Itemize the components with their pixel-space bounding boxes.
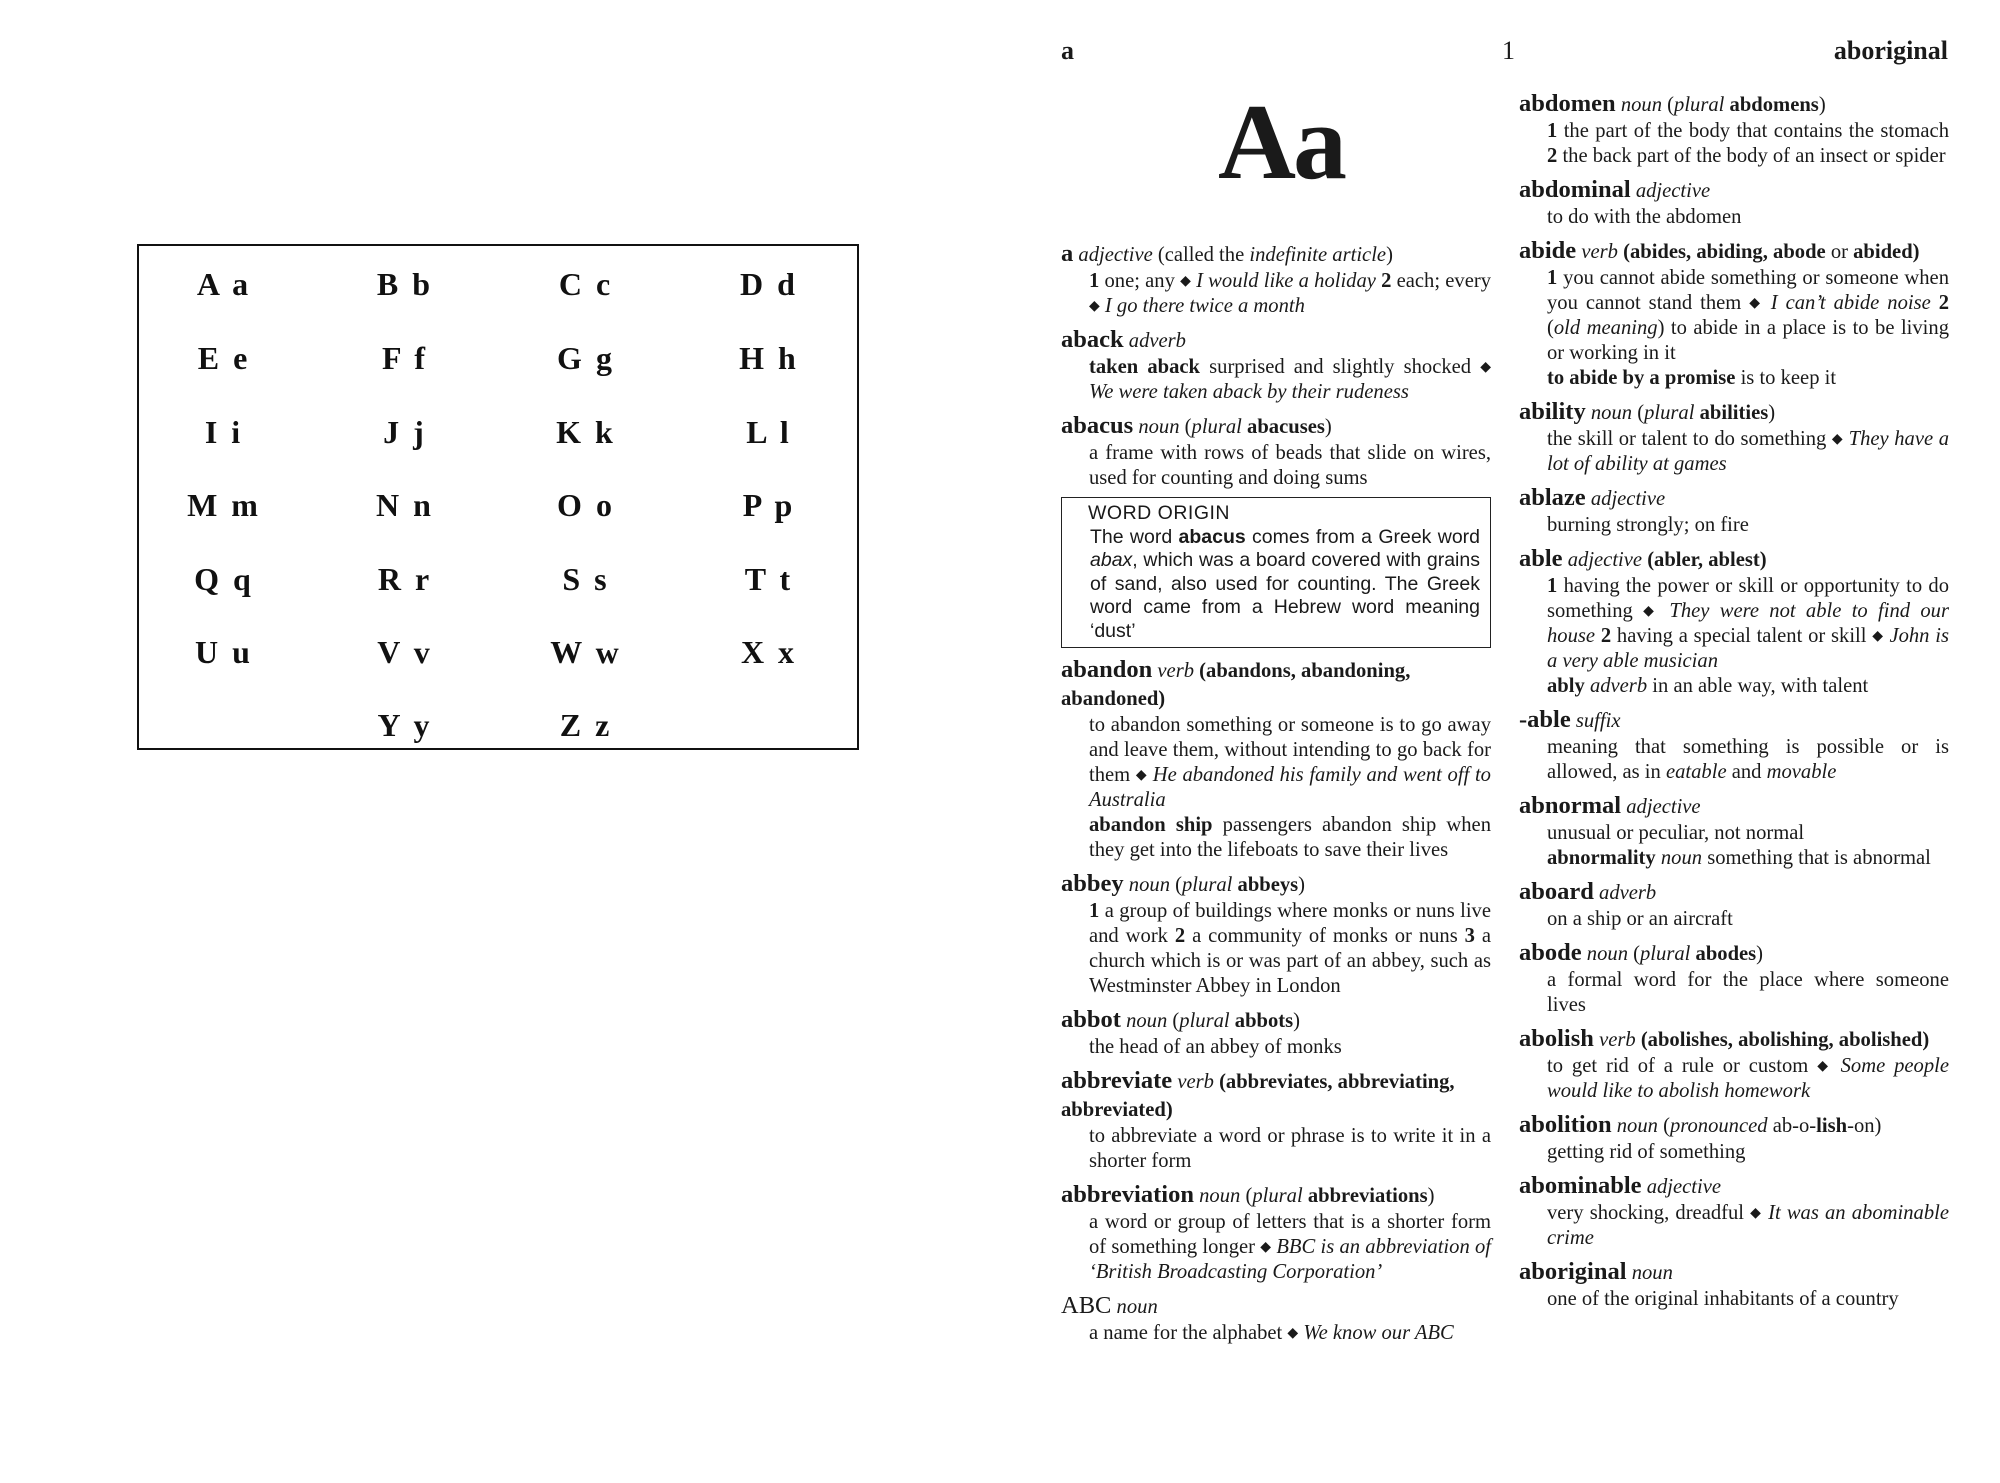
bullet-icon: ◆	[1089, 299, 1100, 314]
definition: the skill or talent to do something ◆ They have a lot of ability at games	[1547, 428, 1949, 475]
alphabet-letter-w: W w	[550, 634, 622, 670]
alphabet-letter-f: F f	[381, 340, 428, 376]
bullet-icon: ◆	[1287, 1326, 1299, 1341]
part-of-speech: suffix	[1575, 710, 1621, 732]
entry-abominable	[1519, 1172, 1949, 1251]
part-of-speech: noun	[1616, 1115, 1658, 1137]
alphabet-letter-e: E e	[197, 340, 251, 376]
headword: -able	[1519, 706, 1571, 733]
entry-a: a adjective (called the indefinite article) 1 one; any ◆ I would like a holiday 2 each; every ◆ I go there twice a month	[1061, 240, 1491, 317]
part-of-speech: noun	[1590, 402, 1633, 424]
definition: getting rid of something	[1547, 1141, 1746, 1163]
bullet-icon: ◆	[1749, 296, 1763, 311]
entry-ablaze	[1519, 484, 1949, 538]
section-letter: Aa	[1218, 83, 1344, 202]
definition: 1 one; any ◆ I would like a holiday 2 each; every ◆ I go there twice a month	[1089, 270, 1491, 317]
alphabet-letter-u: U u	[195, 634, 253, 670]
alphabet-letter-m: M m	[187, 487, 261, 523]
part-of-speech: noun	[1586, 943, 1628, 965]
entry-abolish: abolish verb (abolishes, abolishing, abolished) to get rid of a rule or custom ◆ Some people would like to abolish homework	[1519, 1025, 1949, 1102]
headword: abacus	[1061, 412, 1134, 439]
headword: abandon	[1061, 656, 1153, 683]
entry-abc	[1061, 1292, 1491, 1346]
part-of-speech: verb	[1599, 1029, 1636, 1051]
bullet-icon: ◆	[1180, 274, 1191, 289]
definition: to get rid of a rule or custom ◆ Some people would like to abolish homework	[1547, 1055, 1949, 1102]
headword: a	[1061, 240, 1074, 267]
alphabet-letter-p: P p	[742, 487, 796, 523]
dictionary-column-2	[1519, 90, 1949, 1319]
alphabet-letter-c: C c	[558, 266, 614, 302]
headword: abide	[1519, 237, 1577, 264]
alphabet-letter-g: G g	[557, 340, 615, 376]
alphabet-letter-t: T t	[744, 561, 794, 597]
headword: ablaze	[1519, 484, 1586, 511]
definition: very shocking, dreadful ◆ It was an abominable crime	[1547, 1202, 1949, 1249]
alphabet-letter-r: R r	[377, 561, 433, 597]
headword: abbot	[1061, 1006, 1121, 1033]
headword: abbey	[1061, 870, 1124, 897]
definition: to do with the abdomen	[1547, 206, 1742, 228]
headword: abdominal	[1519, 176, 1631, 203]
entry-ability: ability noun (plural abilities) the skill or talent to do something ◆ They have a lot of ability at games	[1519, 398, 1949, 475]
part-of-speech: adverb	[1128, 330, 1186, 352]
page-number: 1	[1502, 36, 1515, 65]
word-origin-text: The word abacus comes from a Greek word abax, which was a board covered with grains of sand, also used for counting. The Greek word came from a Hebrew word meaning ‘dust’	[1090, 525, 1481, 642]
alphabet-letter-s: S s	[562, 561, 610, 597]
part-of-speech: adjective	[1590, 488, 1666, 510]
word-origin-box	[1061, 497, 1491, 648]
part-of-speech: noun	[1620, 94, 1663, 116]
alphabet-letter-o: O o	[557, 487, 615, 523]
bullet-icon: ◆	[1817, 1059, 1832, 1074]
entry-abdominal	[1519, 176, 1949, 230]
alphabet-letter-v: V v	[377, 634, 433, 670]
part-of-speech: noun	[1138, 416, 1180, 438]
entry-abacus: abacus noun (plural abacuses) a frame with rows of beads that slide on wires, used for counting and doing sums WORD ORIGIN The word abacus comes from a Greek word abax, which was a board covered with grains of sand, also used for counting. The Greek word came from a Hebrew word meaning ‘dust’	[1061, 412, 1491, 648]
definition: 1 having the power or skill or opportunity to do something ◆ They were not able to find our house 2 having a special talent or skill ◆ John is a very able musician ably adverb in an able way, with talent	[1547, 575, 1949, 697]
part-of-speech: noun	[1199, 1185, 1241, 1207]
bullet-icon: ◆	[1643, 604, 1660, 619]
alphabet-letter-q: Q q	[194, 561, 254, 597]
definition: to abandon something or someone is to go away and leave them, without intending to go back for them ◆ He abandoned his family and went off to Australia abandon ship passengers abandon ship when they get into the lifeboats to save their lives	[1089, 714, 1491, 861]
definition: one of the original inhabitants of a country	[1547, 1288, 1899, 1310]
part-of-speech: adjective	[1078, 244, 1153, 266]
alphabet-table	[137, 244, 859, 750]
alphabet-letter-k: K k	[556, 414, 616, 450]
headword: able	[1519, 545, 1563, 572]
entry-abbot: abbot noun (plural abbots) the head of an abbey of monks	[1061, 1006, 1491, 1060]
part-of-speech: noun	[1128, 874, 1170, 896]
definition: to abbreviate a word or phrase is to write it in a shorter form	[1089, 1125, 1491, 1172]
alphabet-letter-l: L l	[746, 414, 792, 450]
definition: meaning that something is possible or is allowed, as in eatable and movable	[1547, 736, 1949, 783]
entry-abode: abode noun (plural abodes) a formal word for the place where someone lives	[1519, 939, 1949, 1016]
bullet-icon: ◆	[1260, 1240, 1272, 1255]
entry-abolition: abolition noun (pronounced ab-o-lish-on) getting rid of something	[1519, 1111, 1949, 1165]
headword: abode	[1519, 939, 1582, 966]
headword: aboriginal	[1519, 1258, 1627, 1285]
definition: taken aback surprised and slightly shocked ◆ We were taken aback by their rudeness	[1089, 356, 1492, 403]
bullet-icon: ◆	[1831, 432, 1844, 447]
word-origin-title: WORD ORIGIN	[1088, 502, 1230, 524]
alphabet-letter-d: D d	[740, 266, 798, 302]
definition: a word or group of letters that is a shorter form of something longer ◆ BBC is an abbreviation of ‘British Broadcasting Corporation’	[1089, 1211, 1491, 1283]
headword: abolition	[1519, 1111, 1612, 1138]
part-of-speech: verb	[1157, 660, 1195, 682]
entry-able-suffix	[1519, 706, 1949, 785]
headword: abdomen	[1519, 90, 1616, 117]
alphabet-letter-j: J j	[383, 414, 427, 450]
alphabet-letter-i: I i	[204, 414, 244, 450]
definition: a name for the alphabet ◆ We know our ABC	[1089, 1322, 1454, 1344]
part-of-speech: adjective	[1567, 549, 1643, 571]
headword: abominable	[1519, 1172, 1642, 1199]
part-of-speech: adverb	[1599, 882, 1657, 904]
entry-aback	[1061, 326, 1491, 405]
definition: 1 you cannot abide something or someone when you cannot stand them ◆ I can’t abide noise 2 (old meaning) to abide in a place is to be living or working in it to abide by a promise is to keep it	[1547, 267, 1950, 389]
part-of-speech: verb	[1581, 241, 1618, 263]
entry-aboard	[1519, 878, 1949, 932]
entry-abide: abide verb (abides, abiding, abode or abided) 1 you cannot abide something or someone when you cannot stand them ◆ I can’t abide noise 2 (old meaning) to abide in a place is to be living or working in it to abide by a promise is to keep it	[1519, 237, 1950, 389]
headword: abbreviate	[1061, 1067, 1173, 1094]
bullet-icon: ◆	[1750, 1206, 1762, 1221]
bullet-icon: ◆	[1872, 629, 1884, 644]
entry-abbreviate: abbreviate verb (abbreviates, abbreviating, abbreviated) to abbreviate a word or phrase is to write it in a shorter form	[1061, 1067, 1491, 1172]
alphabet-letter-z: Z z	[559, 707, 613, 743]
part-of-speech: noun	[1116, 1296, 1158, 1318]
definition: a formal word for the place where someone lives	[1547, 969, 1949, 1016]
entry-able: able adjective (abler, ablest) 1 having the power or skill or opportunity to do something ◆ They were not able to find our house 2 having a special talent or skill ◆ John is a very able musician ably adverb in an able way, with talent	[1519, 545, 1949, 697]
part-of-speech: adjective	[1626, 796, 1701, 818]
definition: burning strongly; on fire	[1547, 514, 1749, 536]
entry-abbey: abbey noun (plural abbeys) 1 a group of buildings where monks or nuns live and work 2 a community of monks or nuns 3 a church which is or was part of an abbey, such as Westminster Abbey in London	[1061, 870, 1491, 997]
headword: abnormal	[1519, 792, 1622, 819]
alphabet-letter-n: N n	[376, 487, 434, 523]
entry-abdomen: abdomen noun (plural abdomens) 1 the part of the body that contains the stomach 2 the back part of the body of an insect or spider	[1519, 90, 1949, 167]
alphabet-letter-y: Y y	[377, 707, 433, 743]
headword: aboard	[1519, 878, 1594, 905]
headword: aback	[1061, 326, 1124, 353]
running-head-left: a	[1061, 36, 1074, 65]
headword: abbreviation	[1061, 1181, 1194, 1208]
entry-aboriginal	[1519, 1258, 1949, 1312]
definition: the head of an abbey of monks	[1089, 1036, 1342, 1058]
part-of-speech: noun	[1631, 1262, 1673, 1284]
entry-abbreviation: abbreviation noun (plural abbreviations) a word or group of letters that is a shorter form of something longer ◆ BBC is an abbreviation of ‘British Broadcasting Corporation’	[1061, 1181, 1491, 1283]
part-of-speech: noun	[1126, 1010, 1168, 1032]
headword: abolish	[1519, 1025, 1594, 1052]
alphabet-letter-h: H h	[739, 340, 799, 376]
alphabet-letter-b: B b	[376, 266, 434, 302]
bullet-icon: ◆	[1135, 768, 1148, 783]
definition: unusual or peculiar, not normal abnormality noun something that is abnormal	[1547, 822, 1931, 869]
entry-abandon: abandon verb (abandons, abandoning, abandoned) to abandon something or someone is to go away and leave them, without intending to go back for them ◆ He abandoned his family and went off to Australia abandon ship passengers abandon ship when they get into the lifeboats to save their lives	[1061, 656, 1491, 861]
definition: a frame with rows of beads that slide on wires, used for counting and doing sums	[1089, 442, 1491, 489]
part-of-speech: verb	[1177, 1071, 1214, 1093]
running-head-right: aboriginal	[1833, 36, 1948, 65]
definition: 1 a group of buildings where monks or nuns live and work 2 a community of monks or nuns 3 a church which is or was part of an abbey, such as Westminster Abbey in London	[1089, 900, 1491, 997]
dictionary-column-1	[1061, 240, 1491, 1353]
entry-abnormal	[1519, 792, 1949, 871]
part-of-speech: adjective	[1646, 1176, 1722, 1198]
headword: ability	[1519, 398, 1586, 425]
alphabet-letter-x: X x	[740, 634, 798, 670]
bullet-icon: ◆	[1480, 360, 1492, 375]
headword: ABC	[1061, 1292, 1112, 1319]
definition: 1 the part of the body that contains the stomach 2 the back part of the body of an insect or spider	[1547, 120, 1949, 167]
definition: on a ship or an aircraft	[1547, 908, 1733, 930]
alphabet-letter-a: A a	[196, 266, 252, 302]
part-of-speech: adjective	[1635, 180, 1711, 202]
